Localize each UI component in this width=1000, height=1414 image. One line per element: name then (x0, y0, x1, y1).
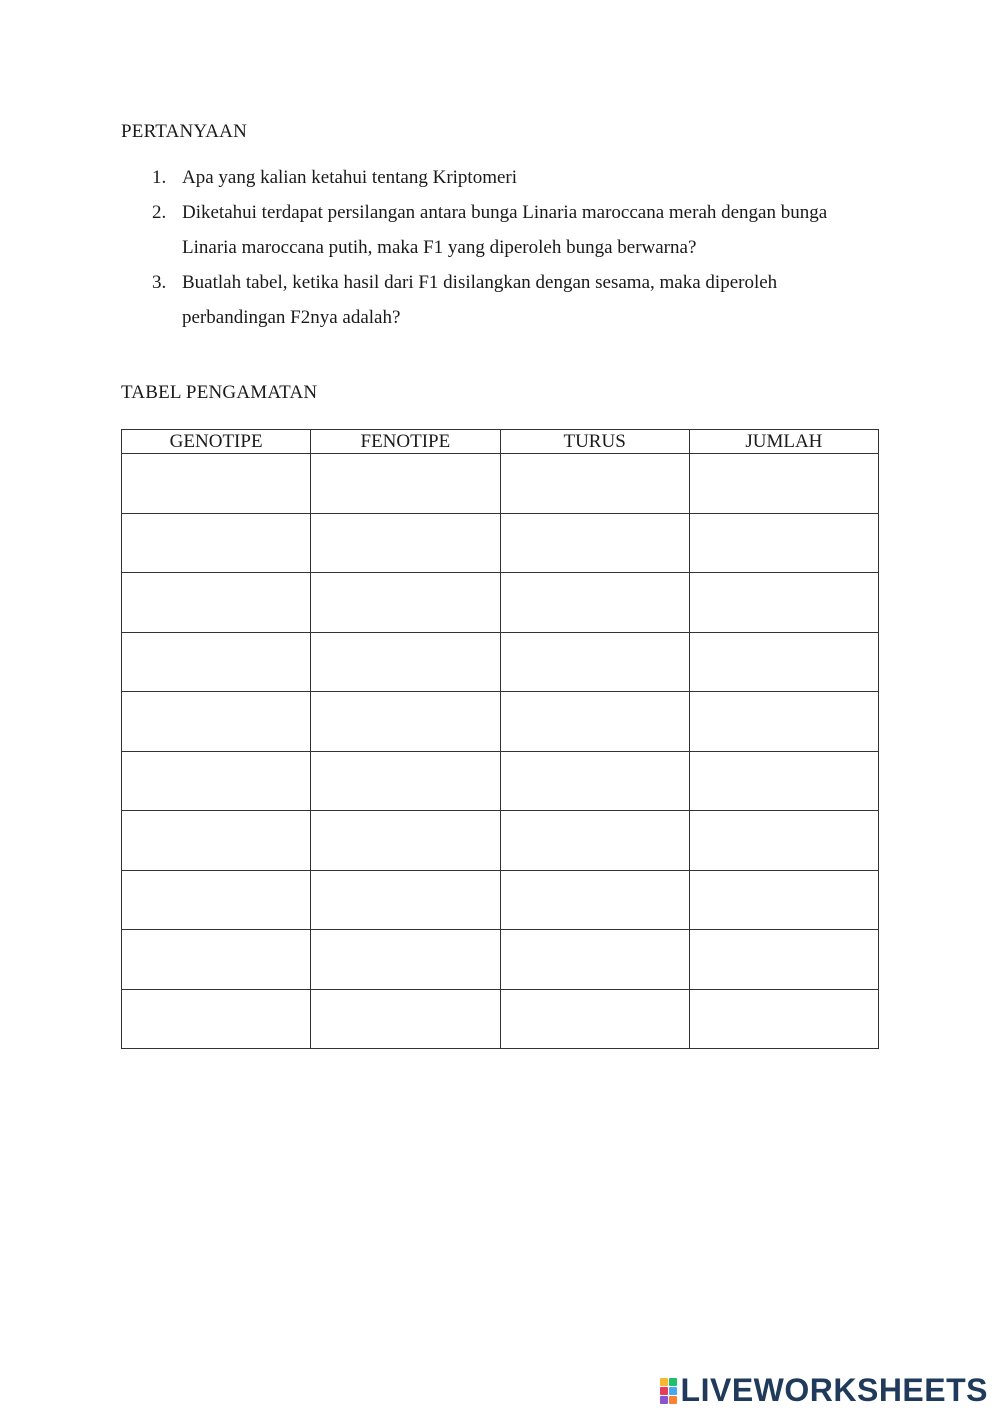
answer-cell[interactable] (311, 989, 500, 1049)
answer-cell[interactable] (500, 870, 689, 930)
answer-cell[interactable] (311, 811, 500, 871)
answer-cell[interactable] (689, 930, 878, 990)
answer-cell[interactable] (500, 692, 689, 752)
table-row (122, 989, 879, 1049)
header-fenotipe: FENOTIPE (311, 430, 500, 454)
logo-text: LIVEWORKSHEETS (680, 1372, 988, 1408)
table-section-title: TABEL PENGAMATAN (121, 382, 318, 403)
answer-cell[interactable] (311, 692, 500, 752)
question-text: Diketahui terdapat persilangan antara bunga Linaria maroccana merah dengan bunga Linaria maroccana putih, maka F1 yang diperoleh bunga berwarna? (182, 202, 828, 258)
answer-cell[interactable] (689, 751, 878, 811)
answer-cell[interactable] (689, 513, 878, 573)
table-header-row (122, 430, 879, 454)
table-row (122, 573, 879, 633)
logo-mark-square (660, 1396, 668, 1404)
logo-mark-square (660, 1387, 668, 1395)
answer-cell[interactable] (311, 870, 500, 930)
table-row (122, 870, 879, 930)
answer-cell[interactable] (122, 513, 311, 573)
question-number: 2. (152, 202, 167, 223)
answer-cell[interactable] (311, 513, 500, 573)
answer-cell[interactable] (122, 692, 311, 752)
question-text: Buatlah tabel, ketika hasil dari F1 disilangkan dengan sesama, maka diperoleh perbandingan F2nya adalah? (182, 272, 778, 328)
answer-cell[interactable] (500, 632, 689, 692)
answer-cell[interactable] (311, 751, 500, 811)
observation-table (121, 429, 879, 1049)
questions-list (121, 160, 881, 335)
question-number: 1. (152, 167, 167, 188)
logo-mark-square (669, 1378, 677, 1386)
table-body (122, 454, 879, 1049)
header-turus: TURUS (500, 430, 689, 454)
answer-cell[interactable] (122, 454, 311, 514)
header-genotipe: GENOTIPE (122, 430, 311, 454)
answer-cell[interactable] (689, 692, 878, 752)
table-row (122, 513, 879, 573)
answer-cell[interactable] (311, 454, 500, 514)
answer-cell[interactable] (311, 930, 500, 990)
question-item (121, 160, 881, 195)
table-row (122, 930, 879, 990)
logo-mark-square (669, 1387, 677, 1395)
table-row (122, 811, 879, 871)
answer-cell[interactable] (500, 751, 689, 811)
answer-cell[interactable] (689, 870, 878, 930)
answer-cell[interactable] (311, 632, 500, 692)
liveworksheets-logo (660, 1372, 988, 1409)
header-jumlah: JUMLAH (689, 430, 878, 454)
question-item (121, 195, 881, 265)
answer-cell[interactable] (689, 811, 878, 871)
logo-mark-icon (660, 1378, 677, 1404)
answer-cell[interactable] (311, 573, 500, 633)
answer-cell[interactable] (689, 632, 878, 692)
answer-cell[interactable] (122, 573, 311, 633)
answer-cell[interactable] (689, 989, 878, 1049)
logo-mark-square (660, 1378, 668, 1386)
logo-mark-square (669, 1396, 677, 1404)
question-text: Apa yang kalian ketahui tentang Kriptomeri (182, 167, 518, 188)
answer-cell[interactable] (689, 573, 878, 633)
table-row (122, 632, 879, 692)
table-row (122, 751, 879, 811)
answer-cell[interactable] (122, 989, 311, 1049)
question-number: 3. (152, 272, 167, 293)
answer-cell[interactable] (500, 989, 689, 1049)
questions-section-title: PERTANYAAN (121, 121, 248, 142)
answer-cell[interactable] (500, 454, 689, 514)
question-item (121, 265, 881, 335)
answer-cell[interactable] (689, 454, 878, 514)
answer-cell[interactable] (122, 870, 311, 930)
answer-cell[interactable] (122, 930, 311, 990)
answer-cell[interactable] (122, 632, 311, 692)
answer-cell[interactable] (500, 513, 689, 573)
answer-cell[interactable] (122, 751, 311, 811)
answer-cell[interactable] (500, 930, 689, 990)
table-row (122, 454, 879, 514)
answer-cell[interactable] (122, 811, 311, 871)
answer-cell[interactable] (500, 811, 689, 871)
table-row (122, 692, 879, 752)
answer-cell[interactable] (500, 573, 689, 633)
